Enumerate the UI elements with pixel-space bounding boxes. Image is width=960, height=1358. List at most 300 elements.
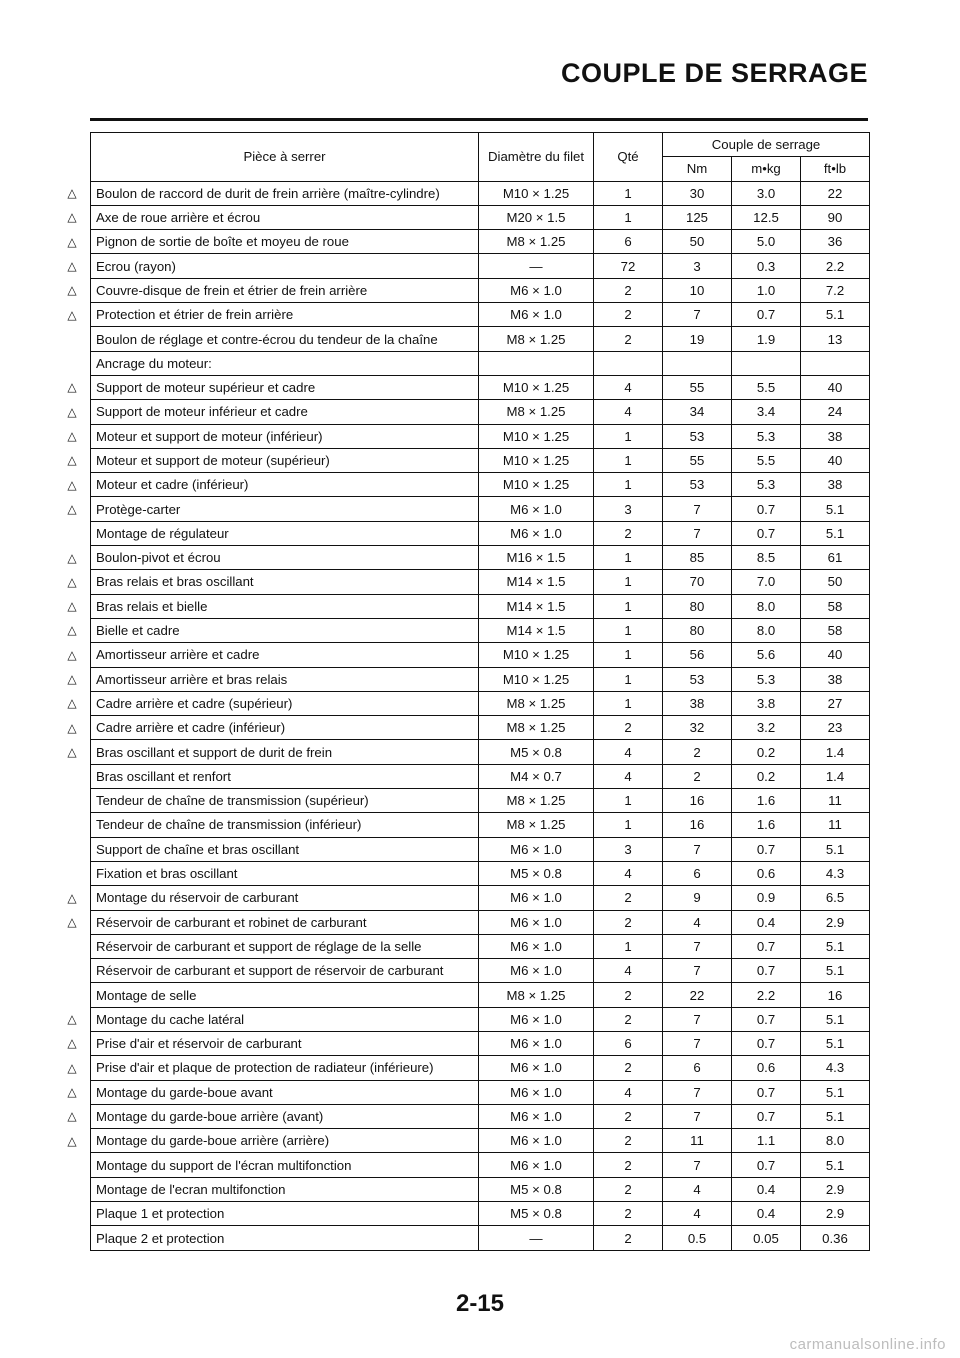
- cell-part: Bras relais et bras oscillant: [91, 570, 479, 594]
- cell-qty: 4: [594, 375, 663, 399]
- cell-nm: 38: [663, 691, 732, 715]
- header-ftlb: ft•lb: [801, 157, 870, 181]
- cell-thread: M6 × 1.0: [479, 1153, 594, 1177]
- cell-part: Bras oscillant et support de durit de frein: [91, 740, 479, 764]
- cell-mkg: 8.5: [732, 546, 801, 570]
- cell-thread: M8 × 1.25: [479, 716, 594, 740]
- cell-part: Prise d'air et réservoir de carburant: [91, 1031, 479, 1055]
- header-part: Pièce à serrer: [91, 133, 479, 182]
- warning-triangle-icon: △: [67, 258, 77, 273]
- cell-qty: 1: [594, 546, 663, 570]
- cell-thread: M5 × 0.8: [479, 1202, 594, 1226]
- cell-nm: 16: [663, 789, 732, 813]
- cell-nm: 34: [663, 400, 732, 424]
- cell-thread: M8 × 1.25: [479, 230, 594, 254]
- cell-mkg: 0.7: [732, 959, 801, 983]
- cell-ftlb: 5.1: [801, 497, 870, 521]
- table-row: [91, 837, 870, 861]
- cell-ftlb: 2.2: [801, 254, 870, 278]
- cell-qty: 2: [594, 1129, 663, 1153]
- warning-triangle-icon: △: [67, 1060, 77, 1075]
- cell-mkg: 3.2: [732, 716, 801, 740]
- warning-triangle-icon: △: [67, 550, 77, 565]
- table-row: [91, 181, 870, 205]
- cell-mkg: 0.2: [732, 764, 801, 788]
- cell-thread: M10 × 1.25: [479, 473, 594, 497]
- cell-mkg: 0.3: [732, 254, 801, 278]
- cell-qty: 4: [594, 1080, 663, 1104]
- warning-triangle-icon: △: [67, 1109, 77, 1124]
- cell-qty: 3: [594, 497, 663, 521]
- cell-qty: 2: [594, 1226, 663, 1250]
- warning-triangle-icon: △: [67, 1036, 77, 1051]
- warning-triangle-icon: △: [67, 720, 77, 735]
- cell-nm: 55: [663, 375, 732, 399]
- table-row: [91, 594, 870, 618]
- table-row: [91, 351, 870, 375]
- cell-mkg: 2.2: [732, 983, 801, 1007]
- cell-qty: 1: [594, 691, 663, 715]
- cell-qty: 2: [594, 1056, 663, 1080]
- cell-part: Couvre-disque de frein et étrier de frein arrière: [91, 278, 479, 302]
- cell-ftlb: 5.1: [801, 1153, 870, 1177]
- cell-mkg: 1.1: [732, 1129, 801, 1153]
- cell-mkg: 7.0: [732, 570, 801, 594]
- cell-ftlb: 5.1: [801, 521, 870, 545]
- cell-ftlb: 5.1: [801, 1007, 870, 1031]
- cell-ftlb: 7.2: [801, 278, 870, 302]
- table-row: [91, 789, 870, 813]
- cell-part: Bras oscillant et renfort: [91, 764, 479, 788]
- cell-mkg: 8.0: [732, 618, 801, 642]
- cell-thread: M6 × 1.0: [479, 1031, 594, 1055]
- cell-thread: M14 × 1.5: [479, 570, 594, 594]
- cell-thread: M5 × 0.8: [479, 740, 594, 764]
- warning-triangle-icon: △: [67, 574, 77, 589]
- warning-triangle-icon: △: [67, 696, 77, 711]
- cell-qty: 1: [594, 643, 663, 667]
- cell-mkg: 0.2: [732, 740, 801, 764]
- cell-mkg: 3.0: [732, 181, 801, 205]
- cell-qty: 1: [594, 181, 663, 205]
- cell-qty: 6: [594, 1031, 663, 1055]
- cell-nm: 16: [663, 813, 732, 837]
- cell-thread: M14 × 1.5: [479, 594, 594, 618]
- warning-triangle-icon: △: [67, 234, 77, 249]
- cell-part: Cadre arrière et cadre (inférieur): [91, 716, 479, 740]
- cell-nm: 0.5: [663, 1226, 732, 1250]
- header-torque-group: Couple de serrage: [663, 133, 870, 157]
- cell-part: Montage du cache latéral: [91, 1007, 479, 1031]
- cell-ftlb: 5.1: [801, 934, 870, 958]
- cell-mkg: 0.6: [732, 1056, 801, 1080]
- cell-qty: 2: [594, 910, 663, 934]
- cell-part: Boulon-pivot et écrou: [91, 546, 479, 570]
- cell-thread: M6 × 1.0: [479, 1104, 594, 1128]
- warning-triangle-icon: △: [67, 453, 77, 468]
- cell-part: Montage du garde-boue avant: [91, 1080, 479, 1104]
- warning-triangle-icon: △: [67, 1085, 77, 1100]
- warning-triangle-icon: △: [67, 307, 77, 322]
- cell-qty: 2: [594, 1007, 663, 1031]
- table-row: [91, 934, 870, 958]
- cell-thread: M6 × 1.0: [479, 910, 594, 934]
- cell-part: Boulon de réglage et contre-écrou du tendeur de la chaîne: [91, 327, 479, 351]
- cell-mkg: 0.7: [732, 837, 801, 861]
- torque-table: [90, 132, 870, 1251]
- cell-part: Moteur et support de moteur (supérieur): [91, 448, 479, 472]
- warning-triangle-icon: △: [67, 404, 77, 419]
- cell-ftlb: 2.9: [801, 910, 870, 934]
- table-row: [91, 1129, 870, 1153]
- cell-thread: M10 × 1.25: [479, 375, 594, 399]
- table-row: [91, 618, 870, 642]
- cell-thread: M8 × 1.25: [479, 813, 594, 837]
- table-row: [91, 521, 870, 545]
- cell-qty: 2: [594, 886, 663, 910]
- table-row: [91, 1226, 870, 1250]
- cell-part: Support de moteur inférieur et cadre: [91, 400, 479, 424]
- cell-nm: 6: [663, 861, 732, 885]
- cell-mkg: 3.8: [732, 691, 801, 715]
- cell-qty: 1: [594, 934, 663, 958]
- cell-nm: 7: [663, 1104, 732, 1128]
- cell-ftlb: 2.9: [801, 1202, 870, 1226]
- cell-thread: M16 × 1.5: [479, 546, 594, 570]
- cell-nm: 2: [663, 740, 732, 764]
- table-row: [91, 740, 870, 764]
- cell-nm: 53: [663, 667, 732, 691]
- table-row: [91, 1202, 870, 1226]
- watermark: carmanualsonline.info: [789, 1336, 946, 1353]
- cell-qty: 72: [594, 254, 663, 278]
- warning-triangle-icon: △: [67, 283, 77, 298]
- cell-nm: 7: [663, 1007, 732, 1031]
- cell-thread: M6 × 1.0: [479, 521, 594, 545]
- cell-qty: 2: [594, 1104, 663, 1128]
- cell-ftlb: 50: [801, 570, 870, 594]
- cell-thread: M6 × 1.0: [479, 1080, 594, 1104]
- table-row: [91, 303, 870, 327]
- table-row: [91, 764, 870, 788]
- warning-triangle-icon: △: [67, 477, 77, 492]
- warning-triangle-icon: △: [67, 186, 77, 201]
- cell-part: Plaque 2 et protection: [91, 1226, 479, 1250]
- cell-part: Protection et étrier de frein arrière: [91, 303, 479, 327]
- cell-ftlb: [801, 351, 870, 375]
- cell-ftlb: 2.9: [801, 1177, 870, 1201]
- cell-ftlb: 22: [801, 181, 870, 205]
- table-row: [91, 473, 870, 497]
- cell-qty: [594, 351, 663, 375]
- cell-part: Tendeur de chaîne de transmission (supérieur): [91, 789, 479, 813]
- cell-mkg: 0.7: [732, 497, 801, 521]
- cell-thread: —: [479, 254, 594, 278]
- cell-qty: 2: [594, 278, 663, 302]
- warning-triangle-icon: △: [67, 623, 77, 638]
- cell-part: Boulon de raccord de durit de frein arrière (maître-cylindre): [91, 181, 479, 205]
- cell-mkg: 5.6: [732, 643, 801, 667]
- cell-nm: 7: [663, 1153, 732, 1177]
- table-row: [91, 886, 870, 910]
- cell-part: Support de moteur supérieur et cadre: [91, 375, 479, 399]
- header-qty: Qté: [594, 133, 663, 182]
- cell-qty: 1: [594, 424, 663, 448]
- table-row: [91, 716, 870, 740]
- cell-nm: 4: [663, 1202, 732, 1226]
- table-row: [91, 959, 870, 983]
- cell-mkg: 0.7: [732, 934, 801, 958]
- cell-part: Réservoir de carburant et support de réservoir de carburant: [91, 959, 479, 983]
- cell-thread: M8 × 1.25: [479, 327, 594, 351]
- cell-nm: 3: [663, 254, 732, 278]
- cell-thread: M10 × 1.25: [479, 667, 594, 691]
- cell-part: Tendeur de chaîne de transmission (inférieur): [91, 813, 479, 837]
- cell-nm: 9: [663, 886, 732, 910]
- cell-nm: 30: [663, 181, 732, 205]
- cell-ftlb: 6.5: [801, 886, 870, 910]
- table-row: [91, 278, 870, 302]
- cell-thread: M6 × 1.0: [479, 1056, 594, 1080]
- table-row: [91, 375, 870, 399]
- cell-part: Ancrage du moteur:: [91, 351, 479, 375]
- table-row: [91, 1031, 870, 1055]
- cell-qty: 2: [594, 1153, 663, 1177]
- warning-triangle-icon: △: [67, 599, 77, 614]
- table-row: [91, 1056, 870, 1080]
- cell-part: Montage de selle: [91, 983, 479, 1007]
- cell-qty: 2: [594, 983, 663, 1007]
- warning-triangle-icon: △: [67, 744, 77, 759]
- cell-mkg: 0.4: [732, 1202, 801, 1226]
- cell-part: Moteur et support de moteur (inférieur): [91, 424, 479, 448]
- warning-triangle-icon: △: [67, 380, 77, 395]
- cell-part: Montage de régulateur: [91, 521, 479, 545]
- cell-part: Bras relais et bielle: [91, 594, 479, 618]
- cell-mkg: 0.6: [732, 861, 801, 885]
- cell-mkg: 1.9: [732, 327, 801, 351]
- cell-ftlb: 4.3: [801, 861, 870, 885]
- cell-nm: 22: [663, 983, 732, 1007]
- cell-part: Moteur et cadre (inférieur): [91, 473, 479, 497]
- cell-qty: 1: [594, 789, 663, 813]
- table-row: [91, 983, 870, 1007]
- cell-nm: 7: [663, 837, 732, 861]
- cell-part: Cadre arrière et cadre (supérieur): [91, 691, 479, 715]
- cell-ftlb: 27: [801, 691, 870, 715]
- cell-thread: M6 × 1.0: [479, 837, 594, 861]
- cell-thread: M6 × 1.0: [479, 886, 594, 910]
- cell-qty: 2: [594, 327, 663, 351]
- cell-part: Montage du garde-boue arrière (arrière): [91, 1129, 479, 1153]
- cell-ftlb: 11: [801, 789, 870, 813]
- cell-mkg: 0.7: [732, 1104, 801, 1128]
- cell-nm: 53: [663, 424, 732, 448]
- page-number: 2-15: [455, 1290, 505, 1317]
- cell-qty: 1: [594, 448, 663, 472]
- cell-mkg: 5.5: [732, 448, 801, 472]
- table-row: [91, 1104, 870, 1128]
- cell-mkg: 5.3: [732, 424, 801, 448]
- cell-ftlb: 0.36: [801, 1226, 870, 1250]
- cell-part: Pignon de sortie de boîte et moyeu de roue: [91, 230, 479, 254]
- cell-thread: M10 × 1.25: [479, 424, 594, 448]
- cell-nm: 7: [663, 521, 732, 545]
- cell-qty: 6: [594, 230, 663, 254]
- header-nm: Nm: [663, 157, 732, 181]
- table-row: [91, 813, 870, 837]
- cell-qty: 1: [594, 618, 663, 642]
- cell-ftlb: 1.4: [801, 764, 870, 788]
- title-rule: [90, 118, 868, 121]
- cell-nm: 4: [663, 1177, 732, 1201]
- table-row: [91, 1177, 870, 1201]
- cell-nm: 70: [663, 570, 732, 594]
- cell-ftlb: 40: [801, 643, 870, 667]
- cell-ftlb: 40: [801, 448, 870, 472]
- cell-ftlb: 38: [801, 667, 870, 691]
- cell-mkg: 8.0: [732, 594, 801, 618]
- cell-nm: 7: [663, 959, 732, 983]
- cell-thread: M8 × 1.25: [479, 400, 594, 424]
- cell-thread: M10 × 1.25: [479, 448, 594, 472]
- header-mkg: m•kg: [732, 157, 801, 181]
- cell-qty: 2: [594, 716, 663, 740]
- cell-thread: M20 × 1.5: [479, 205, 594, 229]
- cell-ftlb: 24: [801, 400, 870, 424]
- table-row: [91, 667, 870, 691]
- cell-thread: M4 × 0.7: [479, 764, 594, 788]
- cell-ftlb: 13: [801, 327, 870, 351]
- cell-qty: 1: [594, 473, 663, 497]
- cell-qty: 1: [594, 570, 663, 594]
- cell-part: Montage du réservoir de carburant: [91, 886, 479, 910]
- cell-ftlb: 5.1: [801, 1104, 870, 1128]
- table-row: [91, 205, 870, 229]
- cell-part: Prise d'air et plaque de protection de radiateur (inférieure): [91, 1056, 479, 1080]
- cell-nm: 11: [663, 1129, 732, 1153]
- cell-qty: 3: [594, 837, 663, 861]
- cell-ftlb: 5.1: [801, 959, 870, 983]
- cell-qty: 1: [594, 813, 663, 837]
- cell-thread: M5 × 0.8: [479, 1177, 594, 1201]
- cell-nm: 53: [663, 473, 732, 497]
- cell-nm: 80: [663, 594, 732, 618]
- warning-triangle-icon: △: [67, 647, 77, 662]
- cell-mkg: 0.7: [732, 1153, 801, 1177]
- cell-mkg: 0.7: [732, 303, 801, 327]
- table-row: [91, 424, 870, 448]
- cell-nm: 10: [663, 278, 732, 302]
- table-row: [91, 910, 870, 934]
- cell-nm: 32: [663, 716, 732, 740]
- cell-thread: [479, 351, 594, 375]
- cell-ftlb: 4.3: [801, 1056, 870, 1080]
- cell-thread: M8 × 1.25: [479, 983, 594, 1007]
- cell-nm: 56: [663, 643, 732, 667]
- cell-thread: M6 × 1.0: [479, 278, 594, 302]
- cell-ftlb: 23: [801, 716, 870, 740]
- cell-nm: 2: [663, 764, 732, 788]
- cell-ftlb: 90: [801, 205, 870, 229]
- cell-qty: 4: [594, 764, 663, 788]
- table-row: [91, 254, 870, 278]
- cell-nm: 6: [663, 1056, 732, 1080]
- cell-part: Réservoir de carburant et support de réglage de la selle: [91, 934, 479, 958]
- cell-mkg: 0.7: [732, 521, 801, 545]
- cell-thread: M8 × 1.25: [479, 691, 594, 715]
- table-row: [91, 570, 870, 594]
- cell-part: Montage du garde-boue arrière (avant): [91, 1104, 479, 1128]
- cell-thread: M10 × 1.25: [479, 181, 594, 205]
- warning-triangle-icon: △: [67, 672, 77, 687]
- cell-thread: M10 × 1.25: [479, 643, 594, 667]
- table-row: [91, 1080, 870, 1104]
- cell-mkg: 1.6: [732, 789, 801, 813]
- cell-qty: 1: [594, 594, 663, 618]
- table-row: [91, 1007, 870, 1031]
- cell-part: Axe de roue arrière et écrou: [91, 205, 479, 229]
- cell-qty: 4: [594, 400, 663, 424]
- cell-mkg: 0.4: [732, 910, 801, 934]
- cell-qty: 1: [594, 667, 663, 691]
- cell-part: Montage de l'ecran multifonction: [91, 1177, 479, 1201]
- cell-qty: 2: [594, 521, 663, 545]
- cell-qty: 4: [594, 740, 663, 764]
- cell-ftlb: 58: [801, 594, 870, 618]
- cell-part: Amortisseur arrière et bras relais: [91, 667, 479, 691]
- cell-nm: 80: [663, 618, 732, 642]
- warning-triangle-icon: △: [67, 210, 77, 225]
- cell-ftlb: 16: [801, 983, 870, 1007]
- cell-ftlb: 61: [801, 546, 870, 570]
- cell-mkg: 5.3: [732, 667, 801, 691]
- cell-thread: M6 × 1.0: [479, 959, 594, 983]
- cell-thread: M6 × 1.0: [479, 1129, 594, 1153]
- cell-part: Plaque 1 et protection: [91, 1202, 479, 1226]
- cell-nm: 4: [663, 910, 732, 934]
- cell-ftlb: 5.1: [801, 1031, 870, 1055]
- cell-nm: 7: [663, 303, 732, 327]
- cell-mkg: 0.7: [732, 1007, 801, 1031]
- cell-ftlb: 36: [801, 230, 870, 254]
- table-row: [91, 497, 870, 521]
- cell-part: Amortisseur arrière et cadre: [91, 643, 479, 667]
- table-row: [91, 230, 870, 254]
- cell-ftlb: 5.1: [801, 1080, 870, 1104]
- cell-nm: 7: [663, 1031, 732, 1055]
- cell-mkg: 12.5: [732, 205, 801, 229]
- cell-nm: 125: [663, 205, 732, 229]
- cell-mkg: 5.3: [732, 473, 801, 497]
- cell-nm: [663, 351, 732, 375]
- cell-part: Montage du support de l'écran multifonction: [91, 1153, 479, 1177]
- cell-mkg: 5.0: [732, 230, 801, 254]
- cell-thread: M6 × 1.0: [479, 1007, 594, 1031]
- table-row: [91, 1153, 870, 1177]
- cell-part: Fixation et bras oscillant: [91, 861, 479, 885]
- warning-triangle-icon: △: [67, 501, 77, 516]
- cell-mkg: 0.7: [732, 1031, 801, 1055]
- table-row: [91, 546, 870, 570]
- cell-ftlb: 40: [801, 375, 870, 399]
- cell-mkg: 0.9: [732, 886, 801, 910]
- header-thread: Diamètre du filet: [479, 133, 594, 182]
- table-row: [91, 861, 870, 885]
- cell-mkg: 1.6: [732, 813, 801, 837]
- cell-part: Ecrou (rayon): [91, 254, 479, 278]
- cell-ftlb: 1.4: [801, 740, 870, 764]
